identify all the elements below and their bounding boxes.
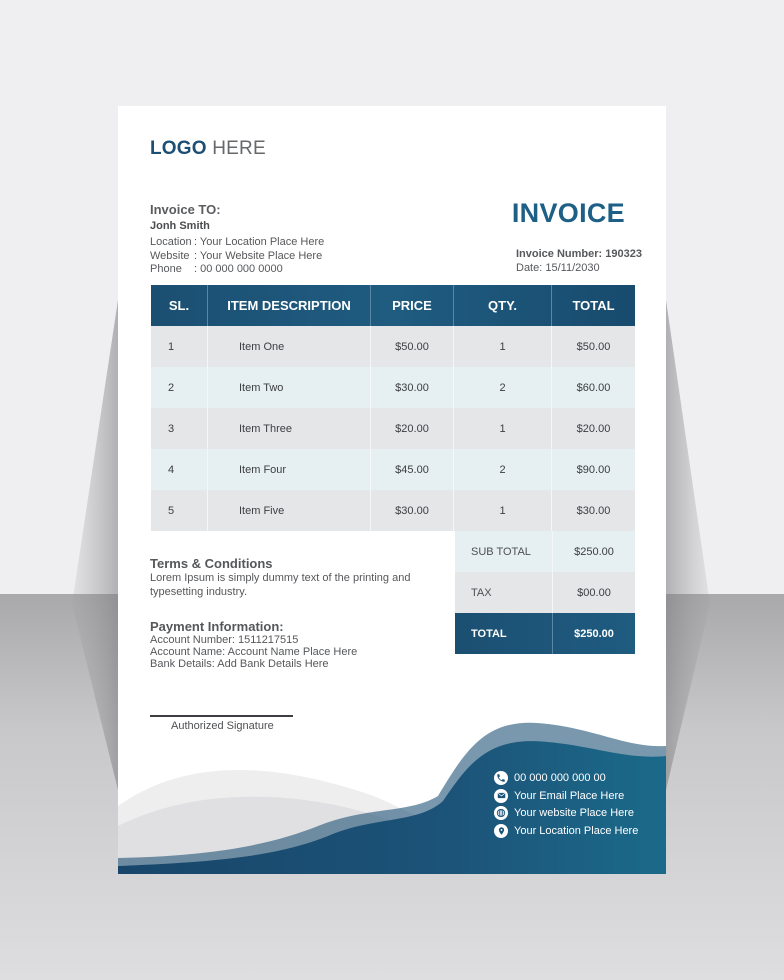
table-row: 5 Item Five $30.00 1 $30.00 — [151, 490, 635, 531]
contact-phone: 00 000 000 000 00 — [494, 769, 638, 787]
table-row: 3 Item Three $20.00 1 $20.00 — [151, 408, 635, 449]
account-number: Account Number: 1511217515 — [150, 634, 299, 646]
payment-heading: Payment Information: — [150, 619, 284, 634]
header-qty: QTY. — [454, 285, 552, 326]
invoice-title: INVOICE — [511, 198, 625, 228]
items-table — [151, 285, 635, 531]
header-item-description: ITEM DESCRIPTION — [208, 285, 371, 326]
bill-to-block — [150, 202, 324, 277]
contact-website: Your website Place Here — [494, 804, 638, 822]
account-name: Account Name: Account Name Place Here — [150, 646, 358, 658]
invoice-meta — [516, 248, 642, 275]
table-row: 2 Item Two $30.00 2 $60.00 — [151, 367, 635, 408]
terms-heading: Terms & Conditions — [150, 556, 273, 571]
invoice-sheet — [118, 106, 666, 874]
contact-list — [494, 769, 638, 840]
items-table-header — [151, 285, 635, 326]
invoice-date: Date: 15/11/2030 — [516, 261, 600, 274]
location-pin-icon — [494, 824, 508, 838]
globe-icon — [494, 806, 508, 820]
client-name: Jonh Smith — [150, 220, 210, 232]
phone-icon — [494, 771, 508, 785]
contact-location: Your Location Place Here — [494, 822, 638, 840]
bank-details: Bank Details: Add Bank Details Here — [150, 658, 329, 670]
header-price: PRICE — [371, 285, 454, 326]
contact-email: Your Email Place Here — [494, 787, 638, 805]
client-phone: Phone : 00 000 000 0000 — [150, 263, 283, 275]
invoice-number: Invoice Number: 190323 — [516, 248, 642, 260]
logo-bold-text: LOGO — [150, 138, 207, 159]
grand-total-row: TOTAL $250.00 — [455, 613, 635, 654]
bill-to-heading: Invoice TO: — [150, 202, 221, 217]
table-row: 1 Item One $50.00 1 $50.00 — [151, 326, 635, 367]
payment-block — [150, 619, 357, 670]
signature-label: Authorized Signature — [171, 720, 274, 732]
terms-text: Lorem Ipsum is simply dummy text of the printing and typesetting industry. — [150, 572, 411, 598]
table-row: 4 Item Four $45.00 2 $90.00 — [151, 449, 635, 490]
client-location: Location : Your Location Place Here — [150, 236, 325, 248]
header-sl: SL. — [151, 285, 208, 326]
email-icon — [494, 789, 508, 803]
header-total: TOTAL — [572, 298, 615, 313]
logo-light-text: HERE — [212, 138, 266, 159]
subtotal-row: SUB TOTAL $250.00 — [455, 531, 635, 572]
client-website: Website : Your Website Place Here — [150, 249, 323, 262]
totals-block — [455, 531, 635, 654]
logo — [150, 138, 266, 160]
terms-block — [150, 556, 420, 599]
tax-row: TAX $00.00 — [455, 572, 635, 613]
